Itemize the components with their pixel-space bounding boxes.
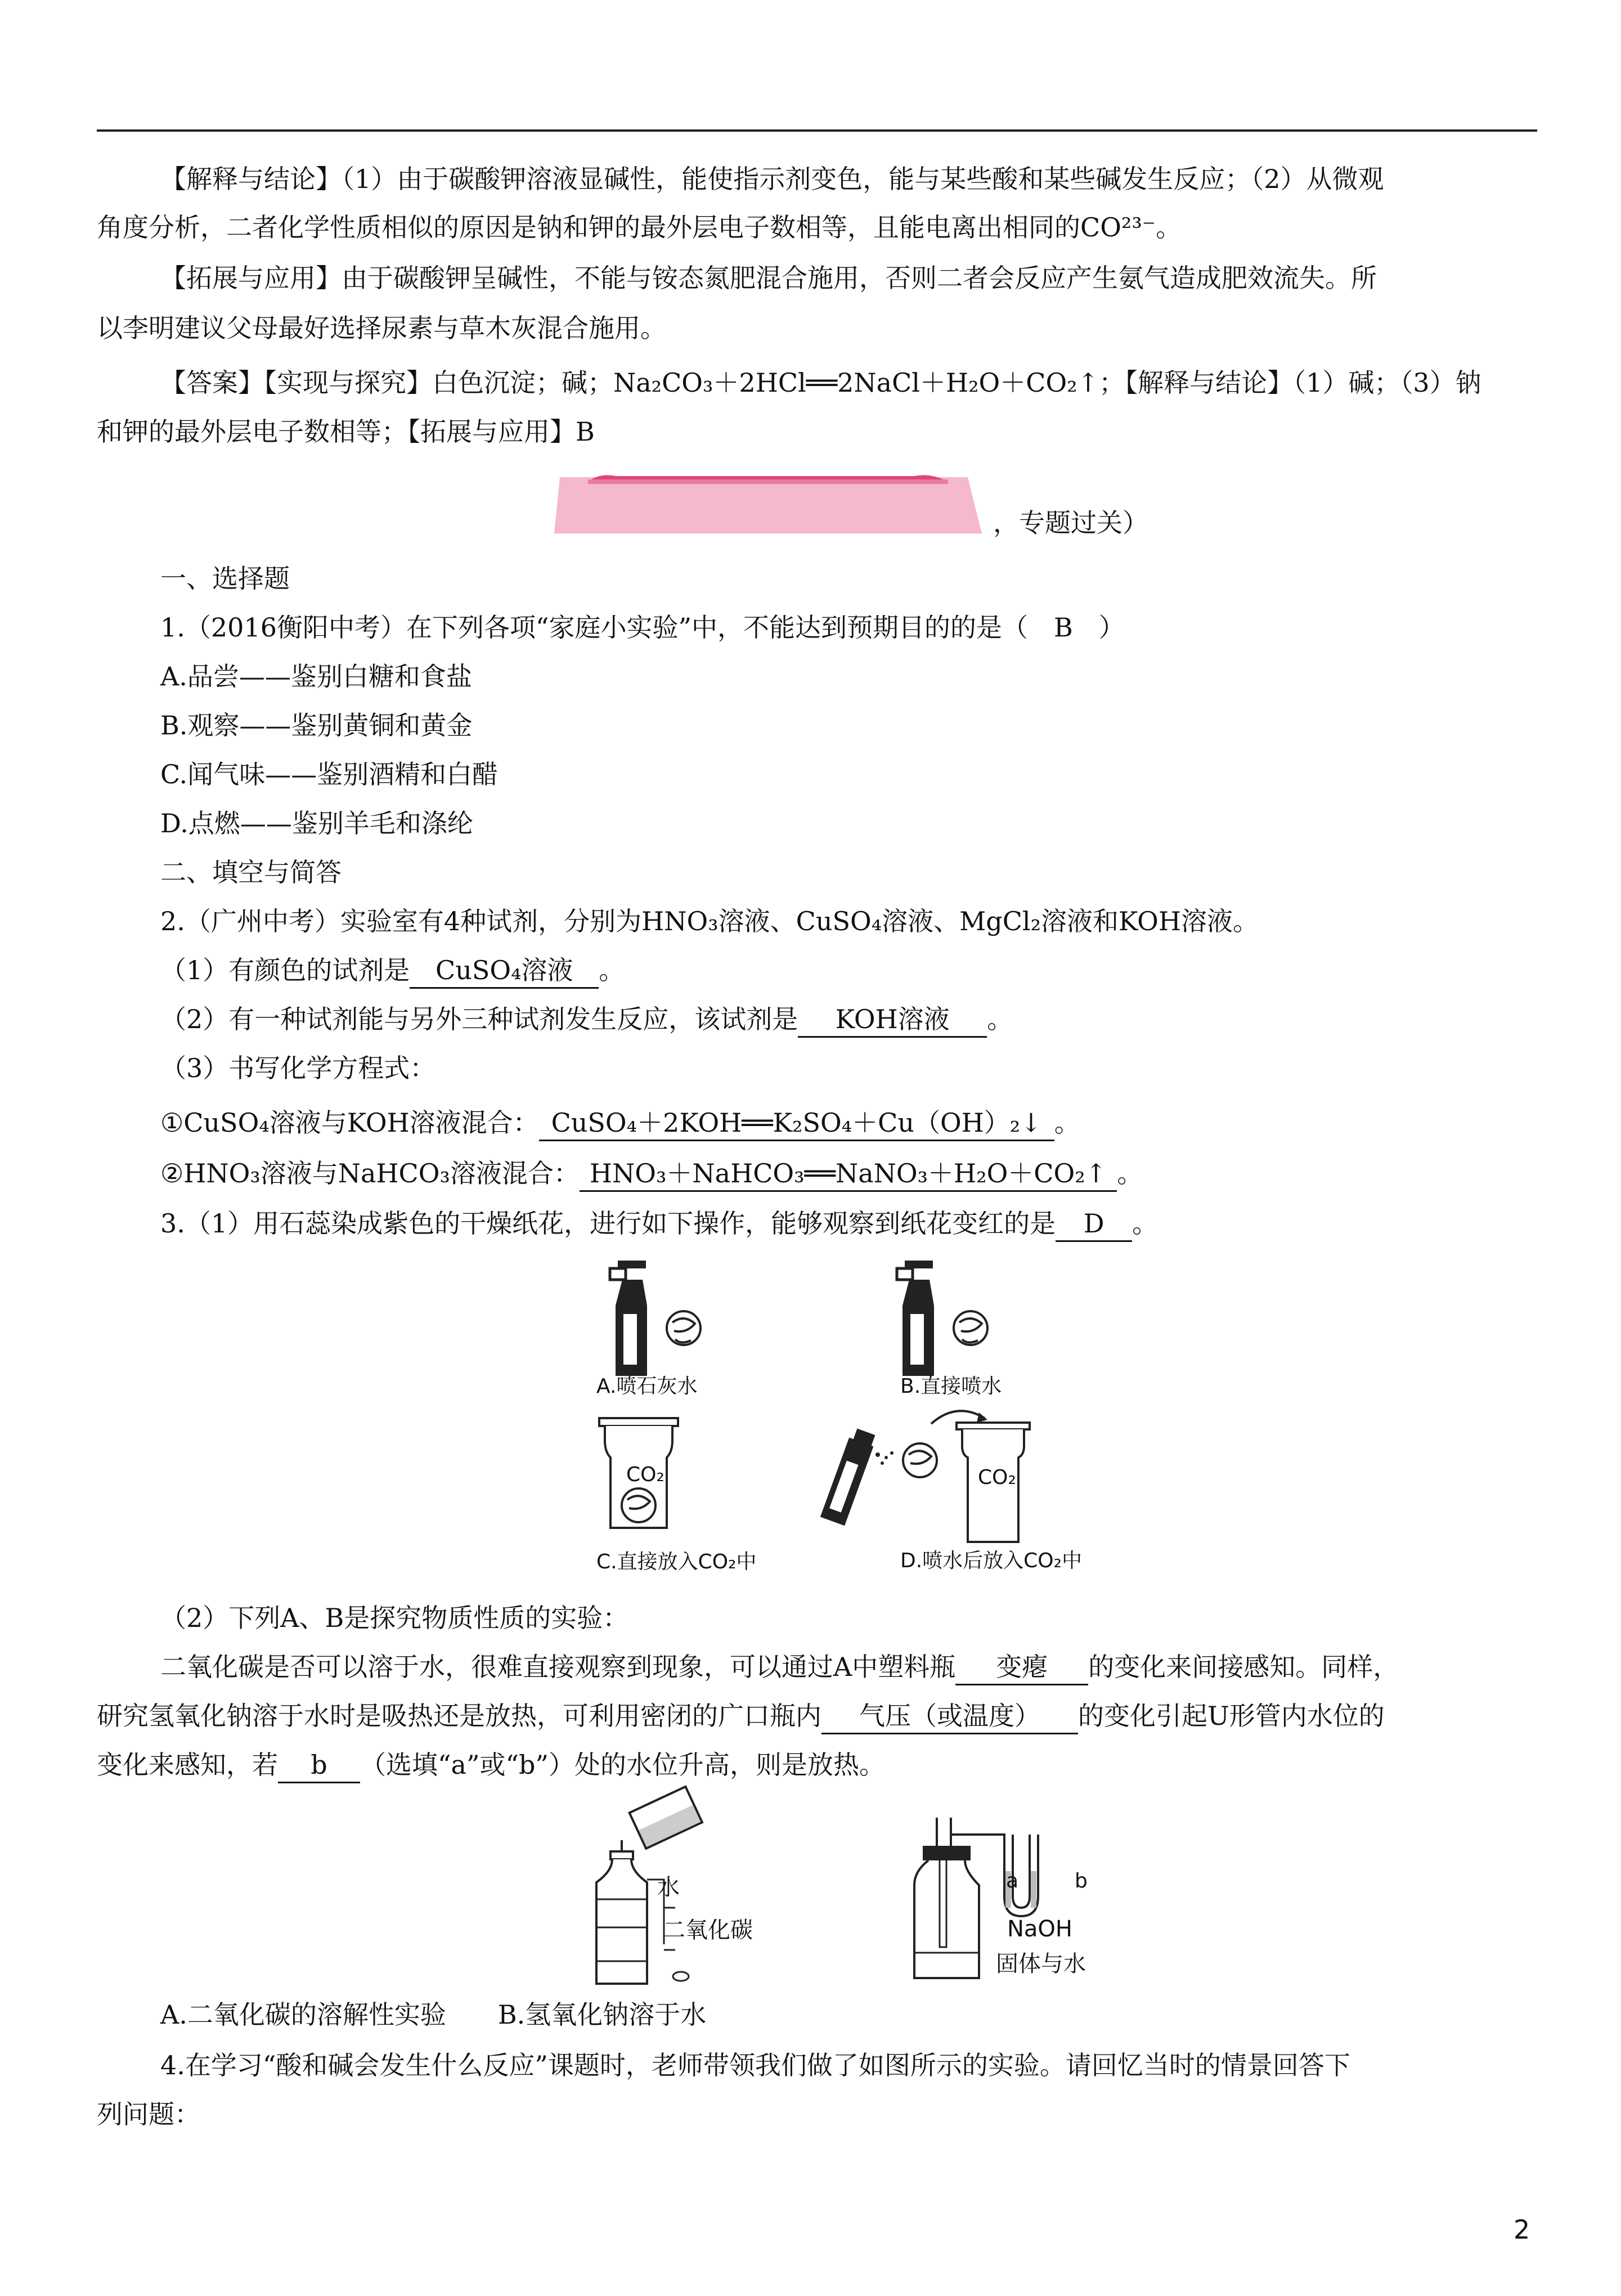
q3-line3-end: （选填“a”或“b”）处的水位升高，则是放热。 [360, 1750, 885, 1780]
fig-label-c: C.直接放入CO₂中 [596, 1550, 757, 1573]
q2-part2 [160, 1002, 1013, 1038]
extension-line1: 【拓展与应用】由于碳酸钾呈碱性，不能与铵态氮肥混合施用，否则二者会反应产生氨气造成肥效流失。所 [160, 263, 1377, 293]
q3-stem-end: 。 [1132, 1208, 1159, 1239]
q2-part1-text: （1）有颜色的试剂是 [160, 955, 410, 985]
q3-line2-answer: 气压（或温度） [821, 1699, 1078, 1734]
q1-option-b: B.观察——鉴别黄铜和黄金 [160, 710, 473, 741]
q2-eq1-answer: CuSO₄＋2KOH══K₂SO₄＋Cu（OH）₂↓ [539, 1106, 1054, 1141]
q3-text-line2 [97, 1699, 1385, 1734]
label-b: b [1075, 1869, 1088, 1893]
spray-bottle-a-icon [608, 1261, 709, 1379]
fig-label-a: A.喷石灰水 [596, 1375, 698, 1398]
q2-equation1 [160, 1106, 1080, 1141]
q3-text-line3 [97, 1748, 885, 1783]
q2-eq1-end: 。 [1054, 1107, 1080, 1138]
explain-line2: 角度分析，二者化学性质相似的原因是钠和钾的最外层电子数相等，且能电离出相同的CO²³⁻。 [97, 212, 1182, 243]
header-rule [97, 129, 1537, 132]
fig-label-b: B.直接喷水 [900, 1375, 1002, 1398]
q3-line2-text: 研究氢氧化钠溶于水时是吸热还是放热，可利用密闭的广口瓶内 [97, 1701, 821, 1731]
page-number: 2 [1514, 2214, 1530, 2245]
q3-line3-answer: b [278, 1748, 360, 1783]
q3-line3-text: 变化来感知，若 [97, 1750, 278, 1780]
q4-line2: 列问题： [97, 2099, 200, 2129]
section-heading-1: 一、选择题 [160, 563, 290, 594]
spray-bottle-b-icon [895, 1261, 996, 1379]
co2-label-c: CO₂ [626, 1463, 664, 1486]
co2-label-d: CO₂ [978, 1466, 1016, 1489]
q3-stem-answer: D [1056, 1207, 1132, 1242]
q2-part1-end: 。 [599, 955, 625, 985]
explain-line1: 【解释与结论】（1）由于碳酸钾溶液显碱性，能使指示剂变色，能与某些酸和某些碱发生反应；（2）从微观 [160, 164, 1384, 194]
fig-label-d: D.喷水后放入CO₂中 [900, 1549, 1083, 1572]
answer-line1: 【答案】【实现与探究】白色沉淀；碱；Na₂CO₃＋2HCl══2NaCl＋H₂O＋CO₂↑；【解释与结论】（1）碱；（3）钠 [160, 367, 1481, 398]
q1-stem: 1.（2016衡阳中考）在下列各项“家庭小实验”中，不能达到预期目的的是（ B ） [160, 612, 1125, 643]
q2-stem: 2.（广州中考）实验室有4种试剂，分别为HNO₃溶液、CuSO₄溶液、MgCl₂溶液和KOH溶液。 [160, 906, 1259, 936]
fig2-captions: A.二氧化碳的溶解性实验 B.氢氧化钠溶于水 [160, 1999, 707, 2030]
q2-eq1-text: ①CuSO₄溶液与KOH溶液混合： [160, 1107, 539, 1138]
label-naoh: NaOH [1007, 1916, 1072, 1942]
section-heading-2: 二、填空与简答 [160, 857, 342, 887]
q3-line2-end: 的变化引起U形管内水位的 [1078, 1701, 1385, 1731]
q4-line1: 4.在学习“酸和碱会发生什么反应”课题时，老师带领我们做了如图所示的实验。请回忆当时的情景回答下 [160, 2050, 1350, 2080]
extension-line2: 以李明建议父母最好选择尿素与草木灰混合施用。 [97, 313, 666, 343]
q2-eq2-answer: HNO₃＋NaHCO₃══NaNO₃＋H₂O＋CO₂↑ [580, 1156, 1117, 1192]
q3-line1-end: 的变化来间接感知。同样， [1088, 1652, 1399, 1682]
q2-equation2 [160, 1156, 1143, 1192]
banner-label: ，专题过关） [993, 508, 1148, 538]
q2-part2-end: 。 [987, 1004, 1013, 1034]
q2-part2-text: （2）有一种试剂能与另外三种试剂发生反应，该试剂是 [160, 1004, 798, 1034]
q1-option-a: A.品尝——鉴别白糖和食盐 [160, 661, 472, 692]
q2-part2-answer: KOH溶液 [798, 1002, 987, 1038]
answer-line2: 和钾的最外层电子数相等；【拓展与应用】B [97, 416, 595, 447]
q3-line1-answer: 变瘪 [955, 1650, 1088, 1685]
label-co2: 二氧化碳 [663, 1917, 753, 1943]
section-banner [554, 472, 987, 539]
q1-option-c: C.闻气味——鉴别酒精和白醋 [160, 759, 499, 790]
q1-option-d: D.点燃——鉴别羊毛和涤纶 [160, 808, 473, 838]
label-solid-water: 固体与水 [996, 1951, 1086, 1977]
q2-eq2-end: 。 [1117, 1158, 1143, 1189]
q3-line1-text: 二氧化碳是否可以溶于水，很难直接观察到现象，可以通过A中塑料瓶 [160, 1652, 956, 1682]
label-a: a [1006, 1869, 1019, 1893]
q3-stem-text: 3.（1）用石蕊染成紫色的干燥纸花，进行如下操作，能够观察到纸花变红的是 [160, 1208, 1056, 1239]
label-water: 水 [657, 1875, 680, 1900]
q3-part2: （2）下列A、B是探究物质性质的实验： [160, 1603, 629, 1633]
plastic-bottle-experiment-icon [580, 1798, 821, 1989]
q3-text-line1 [160, 1650, 1399, 1685]
q3-stem [160, 1207, 1158, 1242]
q2-eq2-text: ②HNO₃溶液与NaHCO₃溶液混合： [160, 1158, 580, 1189]
q2-part3: （3）书写化学方程式： [160, 1053, 436, 1083]
q2-part1 [160, 953, 625, 989]
q2-part1-answer: CuSO₄溶液 [410, 953, 599, 989]
